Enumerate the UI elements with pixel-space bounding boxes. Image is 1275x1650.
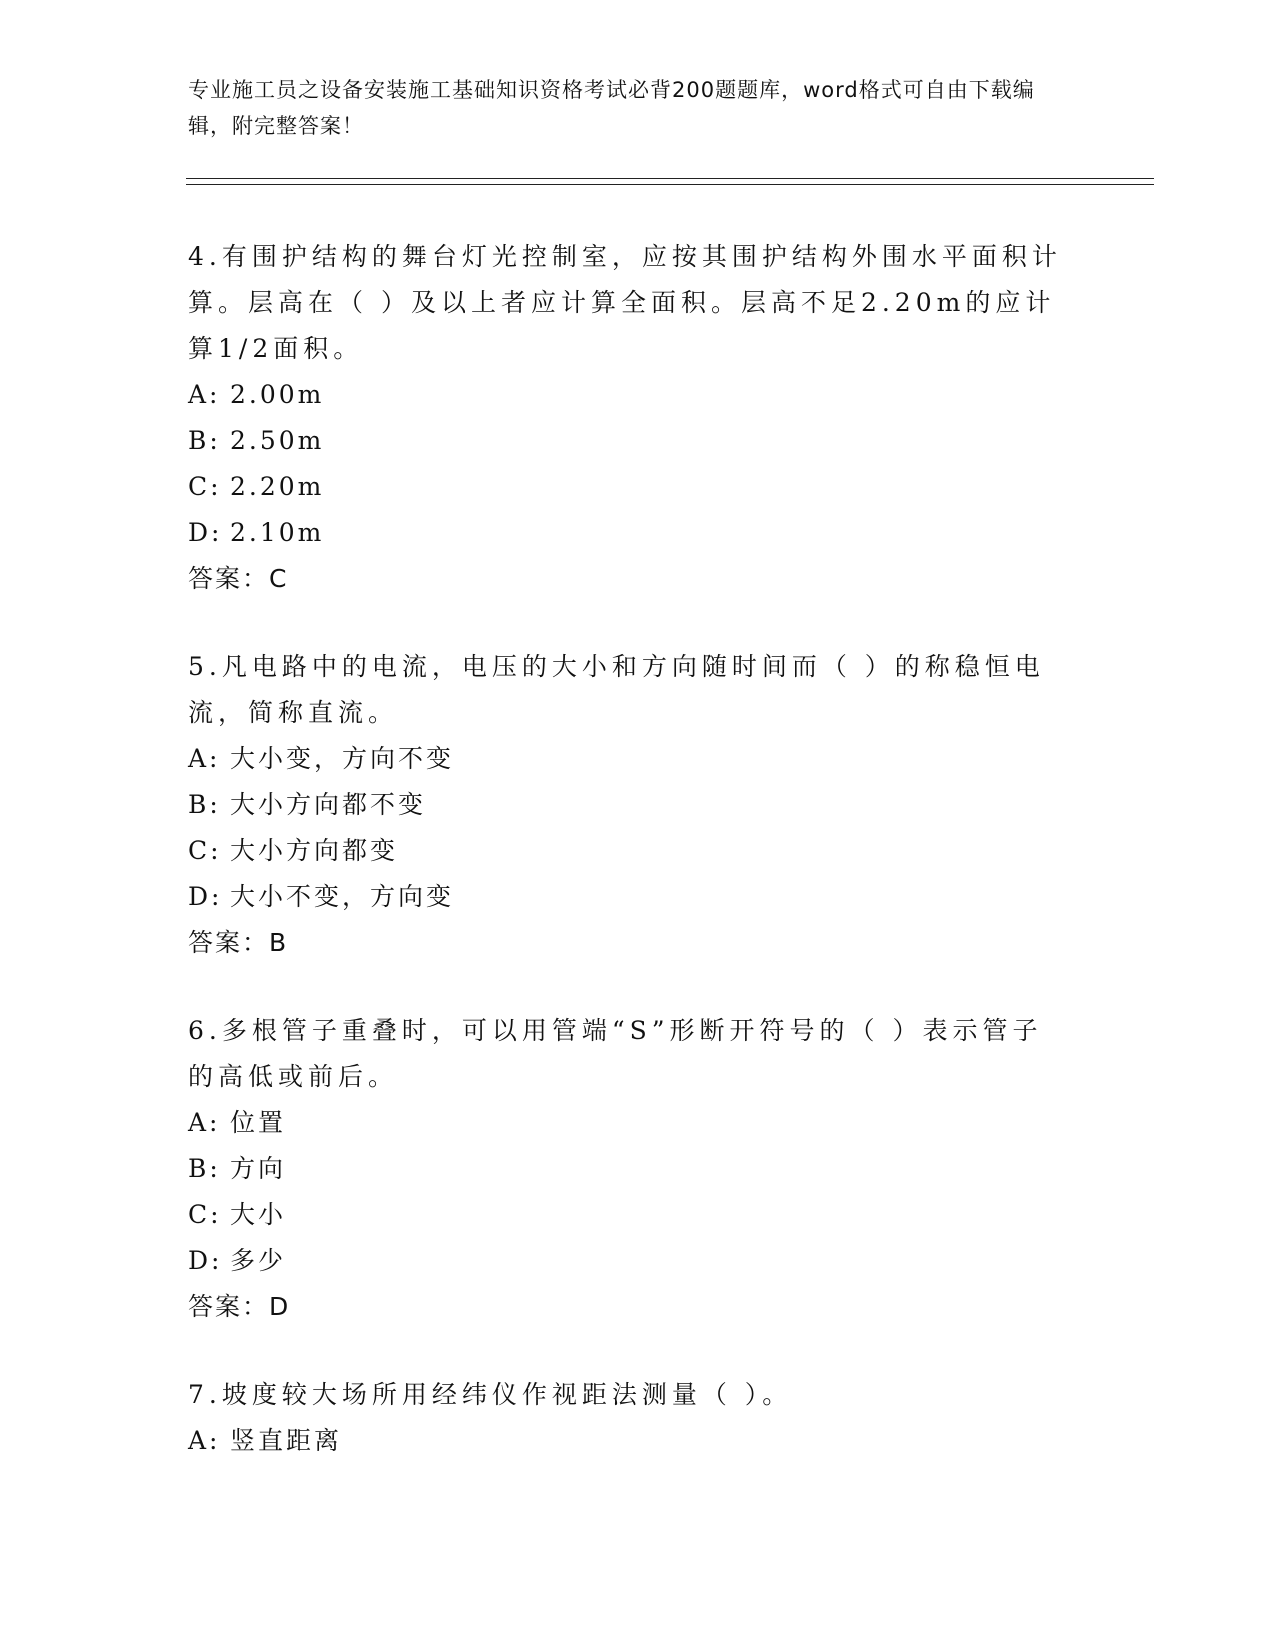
option-text: 2.20m [230,472,325,501]
document-header [188,72,1068,144]
option-text: 大小方向都不变 [230,790,427,819]
option-key: C: [188,836,222,865]
question-4 [188,234,1068,602]
option-text: 2.00m [230,380,325,409]
question-5 [188,644,1068,966]
option-b [188,782,1068,828]
question-stem: 6.多根管子重叠时，可以用管端“S”形断开符号的（ ）表示管子的高低或前后。 [188,1016,1043,1091]
document-title: 专业施工员之设备安装施工基础知识资格考试必背200题题库，word格式可自由下载编辑，附完整答案！ [188,78,1035,138]
option-key: B: [188,1154,221,1183]
question-6 [188,1008,1068,1330]
option-text: 竖直距离 [230,1426,343,1455]
option-key: A: [188,380,221,409]
option-d [188,874,1068,920]
option-key: C: [188,1200,222,1229]
option-key: A: [188,1426,221,1455]
option-text: 2.50m [230,426,325,455]
option-b [188,418,1068,464]
option-c [188,828,1068,874]
option-d [188,1238,1068,1284]
option-c [188,464,1068,510]
question-list [188,234,1068,1506]
question-stem: 5.凡电路中的电流，电压的大小和方向随时间而（ ）的称稳恒电流，简称直流。 [188,652,1045,727]
option-a [188,736,1068,782]
option-text: 大小变，方向不变 [230,744,455,773]
header-divider-top [186,178,1154,179]
option-a [188,372,1068,418]
option-c [188,1192,1068,1238]
option-b [188,1146,1068,1192]
answer-label: 答案：D [188,1292,291,1321]
option-key: B: [188,426,221,455]
option-key: D: [188,518,223,547]
option-text: 大小方向都变 [230,836,399,865]
option-text: 多少 [230,1246,287,1275]
question-7 [188,1372,1068,1464]
option-d [188,510,1068,556]
option-key: D: [188,882,223,911]
header-divider-bottom [186,184,1154,185]
answer-label: 答案：B [188,928,289,957]
option-text: 大小 [230,1200,287,1229]
option-key: B: [188,790,221,819]
option-a [188,1418,1068,1464]
option-key: A: [188,744,221,773]
option-key: C: [188,472,222,501]
answer-label: 答案：C [188,564,289,593]
option-text: 位置 [230,1108,287,1137]
option-a [188,1100,1068,1146]
option-key: D: [188,1246,223,1275]
option-text: 方向 [230,1154,287,1183]
question-stem: 4.有围护结构的舞台灯光控制室，应按其围护结构外围水平面积计算。层高在（ ）及以上者应计算全面积。层高不足2.20m的应计算1/2面积。 [188,242,1062,363]
question-stem: 7.坡度较大场所用经纬仪作视距法测量（ ）。 [188,1380,793,1409]
option-text: 大小不变，方向变 [230,882,455,911]
option-key: A: [188,1108,221,1137]
option-text: 2.10m [230,518,325,547]
